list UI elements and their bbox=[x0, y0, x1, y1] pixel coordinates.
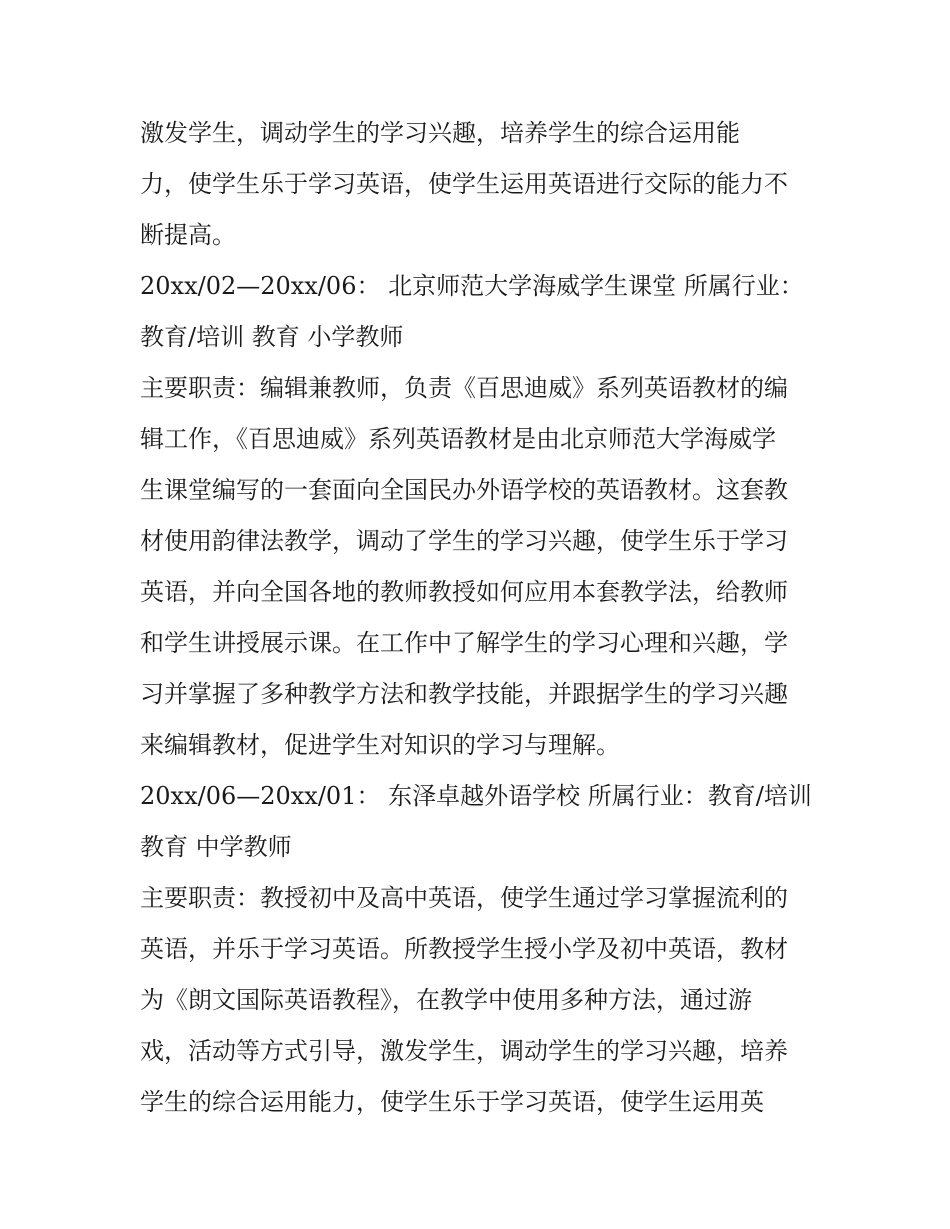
job-industry-line: 教育/培训 教育 小学教师 bbox=[140, 323, 404, 351]
document-body bbox=[140, 108, 820, 1128]
text-line: 力，使学生乐于学习英语，使学生运用英语进行交际的能力不 bbox=[140, 170, 788, 198]
text-line: 断提高。 bbox=[140, 221, 236, 249]
text-line: 辑工作，《百思迪威》系列英语教材是由北京师范大学海威学 bbox=[140, 425, 776, 453]
text-line: 戏，活动等方式引导，激发学生，调动学生的学习兴趣，培养 bbox=[140, 1037, 788, 1065]
text-line: 学生的综合运用能力，使学生乐于学习英语，使学生运用英 bbox=[140, 1088, 764, 1116]
job-period-heading: 20xx/02—20xx/06： 北京师范大学海威学生课堂 所属行业： bbox=[140, 272, 804, 300]
text-line: 英语，并向全国各地的教师教授如何应用本套教学法，给教师 bbox=[140, 578, 788, 606]
job-industry-line: 教育 中学教师 bbox=[140, 833, 292, 861]
text-line: 主要职责：教授初中及高中英语，使学生通过学习掌握流利的 bbox=[140, 884, 788, 912]
text-line: 材使用韵律法教学，调动了学生的学习兴趣，使学生乐于学习 bbox=[140, 527, 788, 555]
text-line: 和学生讲授展示课。在工作中了解学生的学习心理和兴趣，学 bbox=[140, 629, 788, 657]
text-line: 主要职责：编辑兼教师，负责《百思迪威》系列英语教材的编 bbox=[140, 374, 788, 402]
text-line: 激发学生，调动学生的学习兴趣，培养学生的综合运用能 bbox=[140, 119, 740, 147]
text-line: 为《朗文国际英语教程》，在教学中使用多种方法，通过游 bbox=[140, 986, 752, 1014]
text-line: 生课堂编写的一套面向全国民办外语学校的英语教材。这套教 bbox=[140, 476, 788, 504]
text-line: 英语，并乐于学习英语。所教授学生授小学及初中英语，教材 bbox=[140, 935, 788, 963]
text-line: 习并掌握了多种教学方法和教学技能，并跟据学生的学习兴趣 bbox=[140, 680, 788, 708]
text-line: 来编辑教材，促进学生对知识的学习与理解。 bbox=[140, 731, 620, 759]
job-period-heading: 20xx/06—20xx/01： 东泽卓越外语学校 所属行业：教育/培训 bbox=[140, 782, 812, 810]
